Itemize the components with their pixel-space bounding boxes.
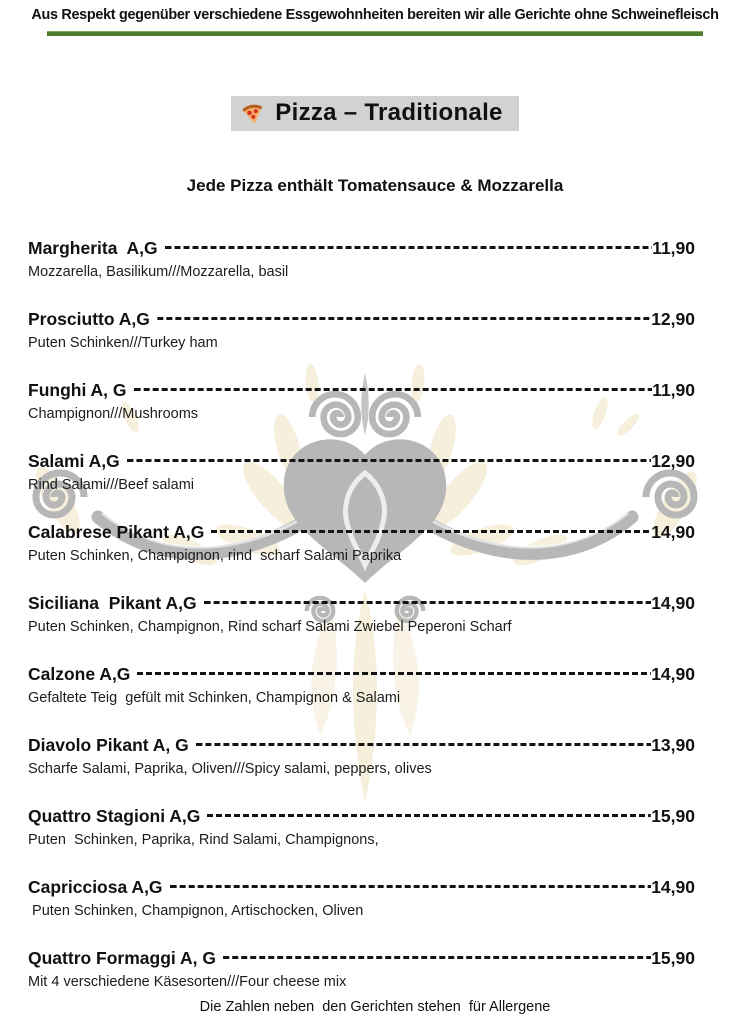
menu-item-description: Mozzarella, Basilikum///Mozzarella, basil [28, 264, 289, 280]
menu-item-price: 14,90 [651, 876, 695, 897]
menu-item [28, 307, 695, 353]
page-notice: Aus Respekt gegenüber verschiedene Essgewohnheiten bereiten wir alle Gerichte ohne Schweinefleisch [31, 7, 719, 23]
menu-item-price: 14,90 [651, 663, 695, 684]
menu-item-name: Margherita A,G [28, 237, 158, 258]
menu-item [28, 804, 695, 850]
menu-item [28, 946, 695, 992]
menu-item-line [28, 449, 695, 473]
dash-leader [223, 956, 651, 959]
menu-item-description: Scharfe Salami, Paprika, Oliven///Spicy salami, peppers, olives [28, 761, 432, 777]
menu-item [28, 591, 695, 637]
menu-item [28, 236, 695, 282]
menu-item-price: 14,90 [651, 521, 695, 542]
dash-leader [165, 246, 653, 249]
menu-item-price: 12,90 [651, 450, 695, 471]
green-divider [47, 31, 703, 36]
menu-item-name: Calzone A,G [28, 663, 131, 684]
menu-item-name: Funghi A, G [28, 379, 127, 400]
menu-item [28, 733, 695, 779]
menu-item-name: Diavolo Pikant A, G [28, 734, 189, 755]
dash-leader [127, 459, 651, 462]
menu-item-name: Prosciutto A,G [28, 308, 150, 329]
dash-leader [134, 388, 653, 391]
footer-note: Die Zahlen neben den Gerichten stehen für Allergene [199, 999, 551, 1015]
menu-item-description: Mit 4 verschiedene Käsesorten///Four cheese mix [28, 974, 347, 990]
title-row [0, 96, 750, 131]
menu-item-price: 14,90 [651, 592, 695, 613]
dash-leader [196, 743, 651, 746]
menu-item-line [28, 946, 695, 970]
pizza-slice-icon [240, 99, 267, 126]
menu-item-name: Siciliana Pikant A,G [28, 592, 197, 613]
menu-item [28, 875, 695, 921]
menu-item-description: Puten Schinken, Champignon, Artischocken, Oliven [28, 903, 364, 919]
menu-item-description: Rind Salami///Beef salami [28, 477, 195, 493]
dash-leader [137, 672, 651, 675]
menu-item-price: 11,90 [652, 237, 695, 258]
menu-item-line [28, 662, 695, 686]
dash-leader [170, 885, 652, 888]
menu-item-line [28, 520, 695, 544]
menu-item [28, 449, 695, 495]
page-title-text: Pizza – Traditionale [275, 99, 503, 126]
menu-item-name: Calabrese Pikant A,G [28, 521, 205, 542]
menu-item-line [28, 307, 695, 331]
menu-subtitle: Jede Pizza enthält Tomatensauce & Mozzarella [186, 176, 564, 195]
menu-item-name: Salami A,G [28, 450, 120, 471]
menu-item-price: 11,90 [652, 379, 695, 400]
dash-leader [204, 601, 652, 604]
menu-item-description: Puten Schinken///Turkey ham [28, 335, 218, 351]
menu-item-line [28, 804, 695, 828]
menu-item-price: 12,90 [651, 308, 695, 329]
menu-item-description: Puten Schinken, Champignon, rind scharf Salami Paprika [28, 548, 402, 564]
menu-item-name: Capricciosa A,G [28, 876, 163, 897]
menu-item-price: 15,90 [651, 947, 695, 968]
menu-item-description: Champignon///Mushrooms [28, 406, 199, 422]
menu-item-line [28, 733, 695, 757]
menu-item-description: Gefaltete Teig gefült mit Schinken, Champignon & Salami [28, 690, 401, 706]
menu-item-price: 15,90 [651, 805, 695, 826]
page-title [231, 96, 518, 131]
menu-item-description: Puten Schinken, Paprika, Rind Salami, Champignons, [28, 832, 379, 848]
menu-list [28, 236, 695, 992]
dash-leader [207, 814, 651, 817]
menu-item-name: Quattro Formaggi A, G [28, 947, 216, 968]
menu-item-line [28, 378, 695, 402]
menu-item-line [28, 875, 695, 899]
menu-item [28, 662, 695, 708]
menu-item [28, 378, 695, 424]
menu-item [28, 520, 695, 566]
menu-item-line [28, 591, 695, 615]
dash-leader [157, 317, 651, 320]
menu-item-price: 13,90 [651, 734, 695, 755]
dash-leader [211, 530, 651, 533]
menu-item-description: Puten Schinken, Champignon, Rind scharf Salami Zwiebel Peperoni Scharf [28, 619, 512, 635]
menu-item-name: Quattro Stagioni A,G [28, 805, 201, 826]
menu-item-line [28, 236, 695, 260]
